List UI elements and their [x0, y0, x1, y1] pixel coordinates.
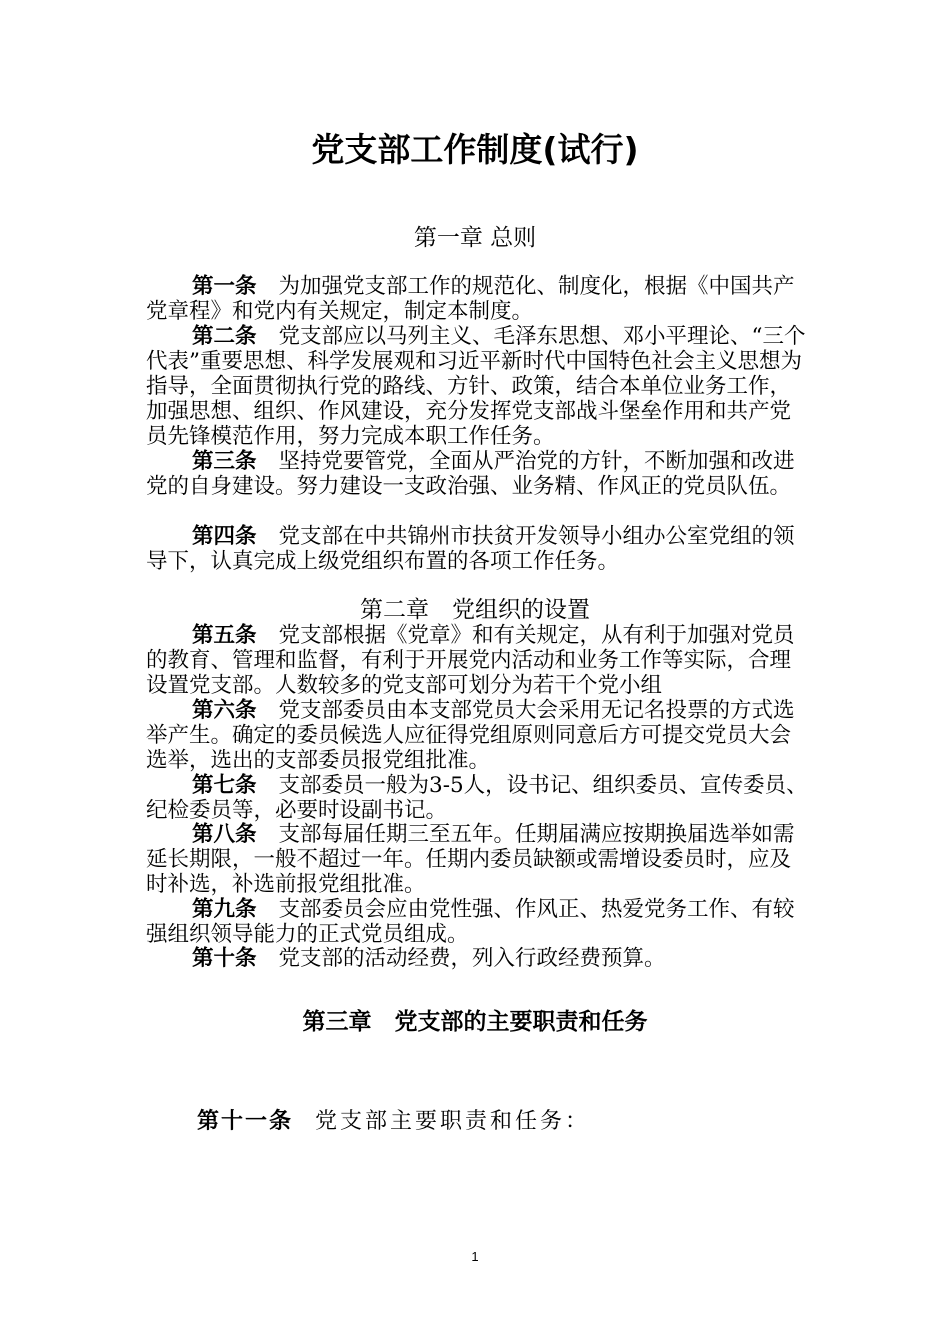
article-text: 支部委员会应由党性强、作风正、热爱党务工作、有较强组织领导能力的正式党员组成。	[146, 897, 795, 947]
article-number: 第四条	[192, 524, 257, 549]
article-text: 党支部主要职责和任务：	[315, 1109, 591, 1134]
chapter-1-heading: 第一章 总则	[413, 225, 537, 251]
article-number: 第十条	[192, 946, 257, 971]
article-9	[146, 897, 810, 947]
article-number: 第十一条	[197, 1108, 294, 1134]
article-text: 党支部委员由本支部党员大会采用无记名投票的方式选举产生。确定的委员候选人应征得党组原则同意后方可提交党员大会选举，选出的支部委员报党组批准。	[146, 698, 795, 773]
article-number: 第五条	[192, 623, 257, 648]
article-number: 第三条	[192, 449, 257, 474]
page-number: 1	[471, 1249, 479, 1264]
article-1	[146, 274, 810, 324]
article-number: 第九条	[192, 897, 257, 922]
article-text: 为加强党支部工作的规范化、制度化，根据《中国共产党章程》和党内有关规定，制定本制度。	[146, 274, 795, 324]
article-7	[146, 773, 810, 823]
article-number: 第八条	[192, 822, 257, 847]
article-4	[146, 524, 810, 574]
article-text: 党支部的活动经费，列入行政经费预算。	[278, 946, 666, 971]
article-number: 第二条	[192, 324, 257, 349]
document-title: 党支部工作制度(试行)	[311, 130, 639, 169]
article-6	[146, 698, 810, 773]
article-text: 支部每届任期三至五年。任期届满应按期换届选举如需延长期限，一般不超过一年。任期内委员缺额或需增设委员时，应及时补选，补选前报党组批准。	[146, 822, 795, 897]
article-3	[146, 449, 810, 499]
article-5	[146, 623, 810, 698]
article-number: 第六条	[192, 698, 257, 723]
article-text: 坚持党要管党，全面从严治党的方针，不断加强和改进党的自身建设。努力建设一支政治强、业务精、作风正的党员队伍。	[146, 449, 795, 499]
chapter-3-heading: 第三章 党支部的主要职责和任务	[302, 1009, 648, 1035]
article-2	[146, 324, 810, 449]
article-11	[197, 1106, 590, 1137]
article-text: 党支部应以马列主义、毛泽东思想、邓小平理论、“三个代表”重要思想、科学发展观和习近平新时代中国特色社会主义思想为指导，全面贯彻执行党的路线、方针、政策，结合本单位业务工作，加强思想、组织、作风建设，充分发挥党支部战斗堡垒作用和共产党员先锋模范作用，努力完成本职工作任务。	[146, 324, 806, 449]
article-text: 党支部在中共锦州市扶贫开发领导小组办公室党组的领导下，认真完成上级党组织布置的各项工作任务。	[146, 524, 795, 574]
article-number: 第一条	[192, 274, 257, 299]
article-number: 第七条	[192, 773, 257, 798]
article-10	[146, 946, 810, 971]
article-text: 支部委员一般为3-5人，设书记、组织委员、宣传委员、纪检委员等，必要时设副书记。	[146, 773, 808, 823]
chapter-2-heading: 第二章 党组织的设置	[360, 597, 590, 623]
article-text: 党支部根据《党章》和有关规定，从有利于加强对党员的教育、管理和监督，有利于开展党内活动和业务工作等实际，合理设置党支部。人数较多的党支部可划分为若干个党小组	[146, 623, 795, 698]
article-8	[146, 822, 810, 897]
